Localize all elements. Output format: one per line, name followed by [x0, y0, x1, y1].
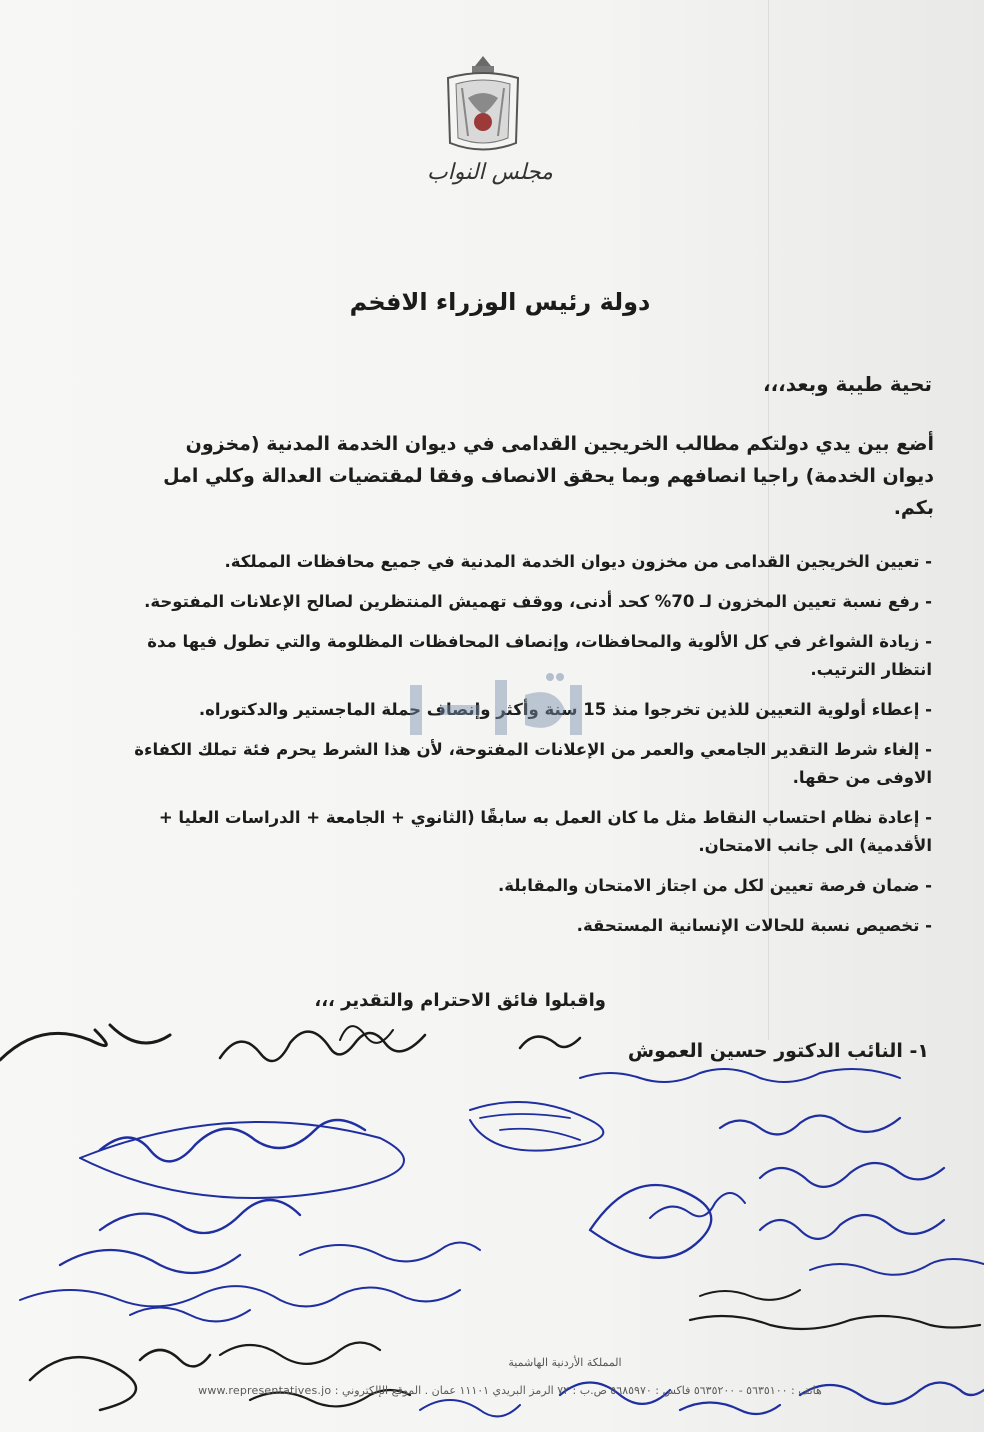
intro-paragraph: أضع بين يدي دولتكم مطالب الخريجين القدامى في ديوان الخدمة المدنية (مخزون ديوان الخدمة) راجيا انصافهم وبما يحقق الانصاف وفقا لمقتضيات العدالة وكلي امل بكم. [163, 433, 934, 519]
demand-item: - إعطاء أولوية التعيين للذين تخرجوا منذ 15 سنة وأكثر وإنصاف حملة الماجستير والدكتوراه. [198, 700, 932, 719]
council-name: مجلس النواب [427, 160, 553, 185]
coat-of-arms-icon [438, 48, 528, 158]
first-signer: ١- النائب الدكتور حسين العموش [627, 1040, 929, 1062]
demand-item: - تخصيص نسبة للحالات الإنسانية المستحقة. [576, 916, 932, 935]
addressee-heading: دولة رئيس الوزراء الافخم [349, 288, 651, 316]
demand-item: - رفع نسبة تعيين المخزون لـ 70% كحد أدنى، ووقف تهميش المنتظرين لصالح الإعلانات المفتوحة. [144, 592, 932, 611]
news-watermark-logo [400, 665, 600, 750]
footer-contact-line: هاتف : ٥٦٣٥١٠٠ - ٥٦٣٥٢٠٠ فاكس : ٥٦٨٥٩٧٠ ص.ب : ٧٢ الرمز البريدي ١١١٠١ عمان . الموقع الإلكتروني : www.representatives.jo [198, 1384, 822, 1397]
closing-line: واقبلوا فائق الاحترام والتقدير ،،، [314, 990, 606, 1011]
footer-stamp-text: المملكة الأردنية الهاشمية [508, 1356, 622, 1369]
demand-item: - إعادة نظام احتساب النقاط مثل ما كان العمل به سابقًا (الثانوي + الجامعة + الدراسات العليا + الأقدمية) الى جانب الامتحان. [158, 808, 932, 855]
demand-item: - ضمان فرصة تعيين لكل من اجتاز الامتحان والمقابلة. [497, 876, 932, 895]
demand-item: - إلغاء شرط التقدير الجامعي والعمر من الإعلانات المفتوحة، لأن هذا الشرط يحرم فئة تملك الكفاءة الاوفى من حقها. [134, 740, 932, 787]
demand-item: - تعيين الخريجين القدامى من مخزون ديوان الخدمة المدنية في جميع محافظات المملكة. [224, 552, 932, 571]
demand-item: - زيادة الشواغر في كل الألوية والمحافظات، وإنصاف المحافظات المظلومة والتي تطول فيها مدة انتظار الترتيب. [147, 632, 932, 679]
greeting: تحية طيبة وبعد،،، [762, 372, 932, 396]
demands-list [132, 548, 932, 952]
